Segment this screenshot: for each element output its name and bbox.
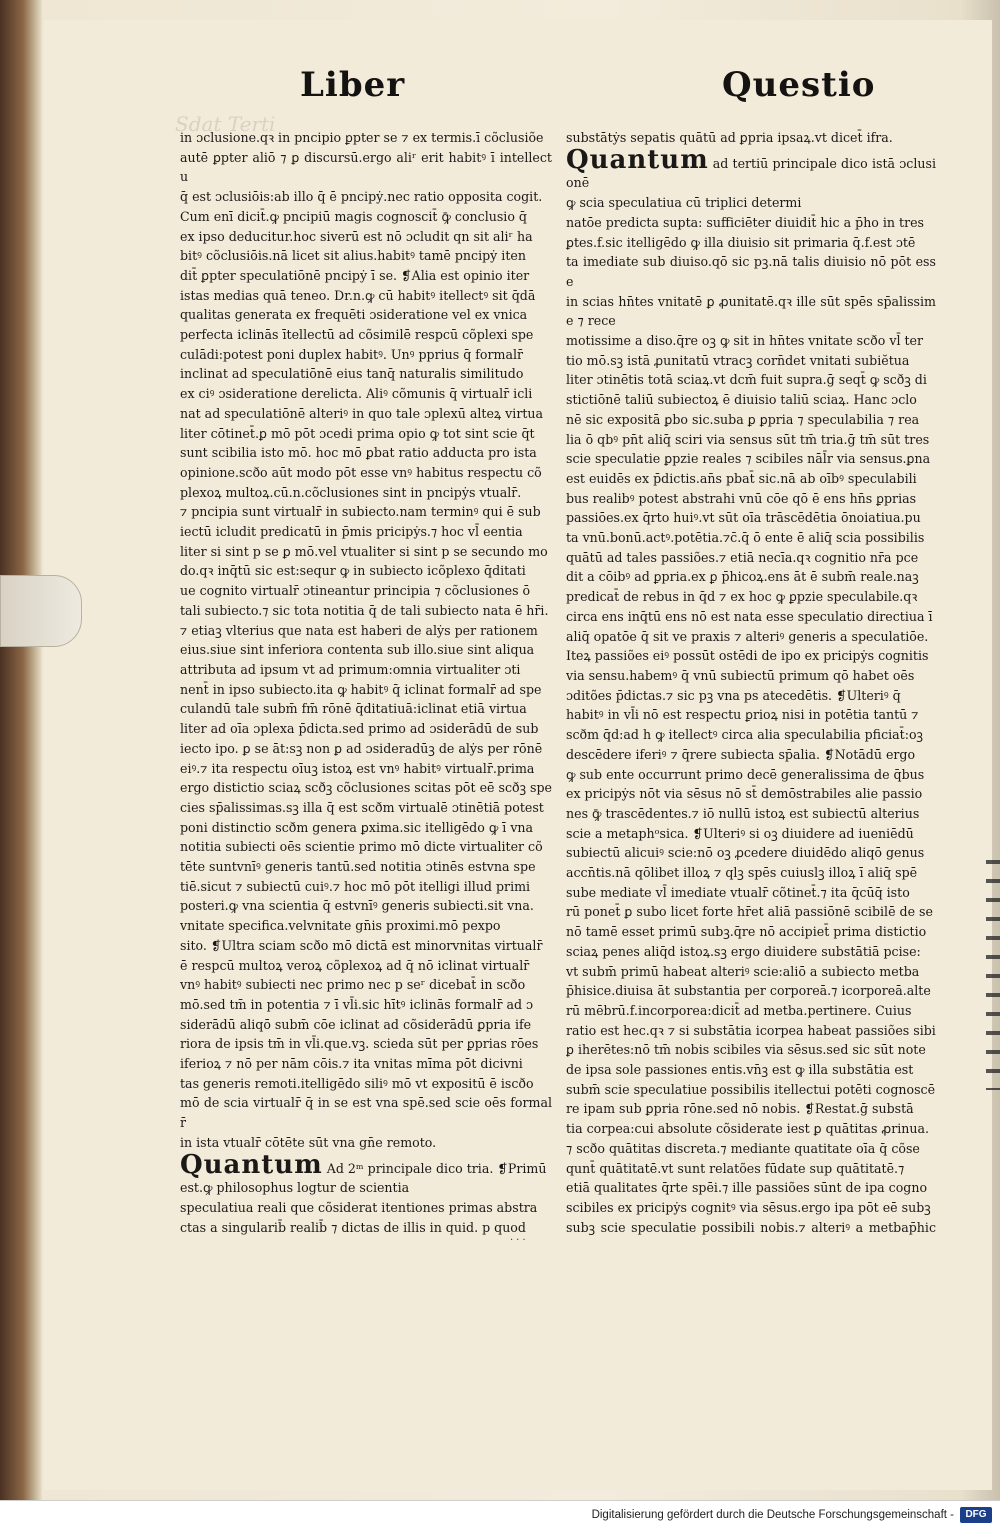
text-line: passiōes.ex q̄rto huiꝰ.vt sūt oīa trāscēdētia ōnoiatiua.pu [566, 510, 921, 526]
text-line: est euidēs ex p̄dictis.an̄s pbat̄ sic.nā ab oībꝰ speculabili [566, 470, 917, 486]
text-line: de ipsa sole passiones entis.vn̄ꝫ est ꝙ illa substātia est [566, 1062, 914, 1078]
text-line: qunt̄ quātitatē.vt sunt relatões fūdate sup quātitatē.⁊ [566, 1160, 905, 1176]
text-line: nent̄ in ipso subiecto.ita ꝙ habitꝰ q̄ iclinat formalr̄ ad spe [180, 681, 542, 697]
facing-page-bleed [986, 860, 1000, 1090]
text-line: tēte suntvnīꝰ generis tantū.sed notitia ɔtinēs estvna spe [180, 859, 536, 875]
text-line: mō de scia virtualr̄ q̄ in se est vna spē.sed scie oēs formalr̄ [180, 1095, 552, 1131]
text-line: in ista vtualr̄ cōtēte sūt vna gn̄e remoto. [180, 1134, 437, 1150]
text-line: ratio est hec.qꝛ ⁊ si substātia icorpea habeat passiões sibi [566, 1022, 936, 1038]
text-line: plexoꝝ multoꝝ.cū.n.cõclusiones sint in pncipẏs vtualr̄. [180, 484, 522, 500]
text-line: ta vnū.bonū.actꝰ.potētia.⁊c̄.q̄ ō ente ē aliq̄ scia possibilis [566, 530, 925, 546]
running-head-left: Liber [300, 65, 406, 105]
text-line: sube mediate vl̄ imediate vtualr̄ cõtinet̄.⁊ ita q̄cūq̄ isto [566, 884, 910, 900]
section-head-text-right: ad tertiū principale dico istā ɔclusionē [566, 155, 936, 191]
text-line: via sensu.habemꝰ q̄ vnū subiectū primum qō habet oēs [566, 667, 915, 683]
text-line [180, 1237, 552, 1238]
text-line: predicat̄ de rebus in q̄d ⁊ ex hoc ꝙ ꝑpzie speculabile.qꝛ [566, 589, 918, 605]
text-line: dit̄ ꝑpter speculatiōnē pncipẏ ī se. ❡Alia est opinio iter [180, 267, 530, 283]
text-line: vnitate specifica.velvnitate gn̄is proximi.mō pexpo [180, 918, 501, 934]
text-line: posteri.ꝙ vna scientia q̄ estvnīꝰ generis subiecti.sit vna. [180, 898, 534, 914]
text-line: re ipam sub ꝑpria rōne.sed nō nobis. ❡Restat.ḡ substā [566, 1101, 914, 1117]
text-line: nes ꝙ̄ trascēdentes.⁊ iō nullū istoꝝ est subiectū alterius [566, 805, 920, 821]
text-line: ꝙ scia speculatiua cū triplici determi [566, 195, 802, 211]
text-line: Cum enī dicit̄.ꝙ pncipiū magis cognoscit̄ ꝙ̄ conclusio q̄ [180, 208, 527, 224]
text-line: ē respcū multoꝝ veroꝝ cõplexoꝝ ad q̄ nō iclinat virtualr̄ [180, 957, 530, 973]
section-heading-right [566, 144, 936, 193]
text-line: eiꝰ.⁊ ita respectu oīuꝫ istoꝝ est vnꝰ habitꝰ virtualr̄.prima [180, 760, 535, 776]
text-line: Iteꝝ passiões eiꝰ possūt ostēdi de ipo ex pricipẏs cognitis [566, 648, 929, 664]
text-line: sciaꝝ penes aliq̄d istoꝝ.sꝫ ergo diuidere substātiā pcise: [566, 943, 921, 959]
text-line: iectū icludit predicatū in p̄mis pricipẏs.⁊ hoc vl̄ eentia [180, 524, 523, 540]
text-line: etiā qualitates q̄rte spēi.⁊ ille passiões sūnt de ipa cogno [566, 1180, 928, 1196]
section-initial-right: Quantum [566, 144, 709, 175]
text-line: tali subiecto.⁊ sic tota notitia q̄ de tali subiecto nata ē hr̄i. [180, 602, 549, 618]
text-line: nō tamē esset primū subꝫ.q̄re nō accipiet̄ prima distictio [566, 924, 927, 940]
text-line: istas medias quā teneo. Dr.n.ꝙ cū habitꝰ itellectꝰ sit q̄dā [180, 287, 536, 303]
text-line: sunt scibilia isto mō. hoc mō ꝑbat ratio adducta pro ista [180, 445, 537, 461]
text-line: natōe predicta supta: sufficiēter diuidit̄ hic a p̄ho in tres [566, 214, 925, 230]
right-column-text-b [566, 193, 936, 1238]
text-line: subm̄ scie speculatiue possibilis itellectui potēti cognoscē [566, 1081, 936, 1097]
text-line: opinione.scðo aūt modo pōt esse vnꝰ habitus respectu cõ [180, 464, 542, 480]
margin-stamp: Sdat Terti [175, 112, 276, 136]
text-line: vt subm̄ primū habeat alteriꝰ scie:aliō a subiecto metba [566, 963, 920, 979]
text-line: cies sp̄alissimas.sꝫ illa q̄ est scðm virtualē ɔtinētiā potest [180, 799, 544, 815]
text-line: ⁊ etiaꝫ vlterius que nata est haberi de alẏs per rationem [180, 622, 538, 638]
left-column-text [180, 128, 552, 1153]
text-line: liter ɔtinētis totā sciaꝝ.vt dcm̄ fuit supra.ḡ seqt̄ ꝙ scðꝫ di [566, 372, 927, 388]
text-line: subiectū alicuiꝰ scie:nō oꝫ ꝓcedere diuidēdo aliqō genus [566, 845, 925, 861]
footer-bar [0, 1500, 1000, 1530]
text-line: dit a cōibꝰ ad ꝑpria.ex ꝑ p̄hicoꝝ.ens āt ē subm̄ reale.naꝫ [566, 569, 919, 585]
text-line: ⁊ scðo quātitas discreta.⁊ mediante quatitate oīa q̄ cõse [566, 1140, 920, 1156]
text-line: ꝑtes.f.sic itelligēdo ꝙ illa diuisio sit primaria q̄.f.est ɔtē [566, 234, 916, 250]
section-initial-left: Quantum [180, 1149, 323, 1180]
text-line: bitꝰ cõclusiōis.nā licet sit alius.habitꝰ tamē pncipẏ iten [180, 248, 526, 264]
text-line: perfecta iclinās ītellectū ad cõsimilē respcū cõplexi spe [180, 327, 534, 343]
text-line: culādi:potest poni duplex habitꝰ. Unꝰ pprius q̄ formalr̄ [180, 346, 524, 362]
text-line: scie a metaphᵒsica. ❡Ulteriꝰ si oꝫ diuidere ad iueniēdū [566, 825, 914, 841]
text-line: ꝙ sub ente occurrunt primo decē generalissima de q̄bus [566, 766, 925, 782]
text-line: tiē.sicut ⁊ subiectū cuiꝰ.⁊ hoc mō pōt itelligi illud primi [180, 878, 531, 894]
text-line: ꝑ iherētes:nō tm̄ nobis scibiles via sēsus.sed sic sūt note [566, 1042, 926, 1058]
text-line: rū mēbrū.f.incorporea:dicit̄ ad metba.pertinere. Cuius [566, 1002, 912, 1018]
text-line: tio mō.sꝫ istā ꝓunitatū vtracꝫ corn̄det vnitati subiĕtua [566, 352, 910, 368]
text-line: quātū ad tales passiões.⁊ etiā necīa.qꝛ cognitio nr̄a pce [566, 549, 919, 565]
text-line: speculatiua reali que cõsiderat itentiones primas abstra [180, 1199, 538, 1215]
text-line: in scias hn̄tes vnitatē ꝑ ꝓunitatē.qꝛ ille sūt spēs sp̄alissime ⁊ rece [566, 293, 936, 329]
text-line: subꝫ scie speculatie possibili nobis.⁊ alteriꝰ a metbap̄hic [566, 1219, 936, 1235]
text-line: est.ꝙ philosophus logtur de scientia [180, 1180, 410, 1196]
text-line: motissime a diso.q̄re oꝫ ꝙ sit in hn̄tes vnitate scðo vl̄ ter [566, 333, 924, 349]
text-line: vnꝰ habitꝰ subiecti nec primo nec p seʳ dicebat̄ in scðo [180, 977, 526, 993]
text-line: iferioꝝ ⁊ nō per nām cōis.⁊ ita vnitas mīma pōt dicivni [180, 1056, 523, 1072]
text-line: poni distinctio scðm genera ꝑxima.sic itelligēdo ꝙ ī vna [180, 819, 534, 835]
text-line: in ɔclusione.qꝛ in pncipio ꝑpter se ⁊ ex termis.ī cõclusiõe [180, 130, 544, 145]
text-line: ⁊ pncipia sunt virtualr̄ in subiecto.nam terminꝰ qui ē sub [180, 504, 541, 520]
text-line: riora de ipsis tm̄ in vl̄i.que.vꝫ. scieda sūt per ꝑprias rōes [180, 1036, 539, 1052]
running-head-right: Questio [722, 65, 876, 105]
text-line: eius.siue sint inferiora contenta sub illo.siue sint aliqua [180, 642, 535, 658]
text-line: substātẏs sepatis quātū ad ꝑpria ipsaꝝ.vt dicet̄ ifra. [566, 130, 893, 145]
signature-mark: ... [510, 1232, 529, 1243]
text-line: siderādū aliqō subm̄ cōe iclinat ad cõsiderādū ꝑpria ife [180, 1016, 532, 1032]
text-line: nat ad speculatiōnē alteriꝰ in quo tale ɔplexū alteꝝ virtua [180, 405, 544, 421]
text-line: tia corpea:cui absolute cõsiderate iest ꝑ quātitas ꝓrinua. [566, 1121, 930, 1137]
text-line: liter cōtinet̄.ꝑ mō pōt ɔcedi prima opio ꝙ tot sint scie q̄t [180, 425, 535, 441]
text-line: culandū tale subm̄ fm̄ rōnē q̄ditatiuā:iclinat etiā virtua [180, 701, 527, 717]
text-line: scibiles ex pricipẏs cognitꝰ via sēsus.ergo ipa pōt eē subꝫ [566, 1199, 931, 1215]
book-binding-edge [0, 0, 42, 1500]
text-line: scðm q̄d:ad h ꝙ itellectꝰ circa alia speculabilia pficiat̄:oꝫ [566, 727, 923, 743]
text-line: ctas a singularib̄ realib̄ ⁊ dictas de illis in quid. p quod [180, 1219, 526, 1235]
text-line: liter ad oīa ɔplexa p̄dicta.sed primo ad ɔsiderādū de sub [180, 721, 539, 737]
text-line: scie speculatie ꝑpzie reales ⁊ scibiles nāl̄r via sensus.ꝑna [566, 451, 931, 467]
dfg-logo-icon: DFG [960, 1507, 992, 1523]
text-column-right [566, 128, 936, 1238]
text-column-left [180, 128, 552, 1238]
page-clip [0, 575, 82, 647]
left-column-text-b [180, 1178, 552, 1238]
text-line: stictiōnē taliū subiectoꝝ ē diuisio taliū sciaꝝ. Hanc ɔclo [566, 392, 917, 408]
text-line: autē ꝑpter aliō ⁊ ꝑ discursū.ergo aliʳ erit habitꝰ ī intellectu [180, 149, 552, 185]
text-line: habitꝰ in vl̄i nō est respectu ꝑrioꝝ nisi in potētia tantū ⁊ [566, 707, 919, 723]
text-line: attributa ad ipsum vt ad primum:omnia virtualiter ɔti [180, 661, 521, 677]
text-line: notitia subiecti oēs scientie primo mō dicte virtualiter cõ [180, 839, 543, 855]
text-line: ɔditões p̄dictas.⁊ sic pꝫ vna ps atecedētis. ❡Ulteriꝰ q̄ [566, 687, 901, 703]
section-heading-left [180, 1149, 552, 1180]
text-line: liter si sint p se ꝑ mō.vel vtualiter si sint p se secundo mo [180, 543, 548, 559]
text-line: ex ipso deducitur.hoc siverū est nō ɔcludit qn sit aliʳ ha [180, 228, 533, 244]
text-line: aliq̄ opatōe q̄ sit ve praxis ⁊ alteriꝰ generis a speculatiōe. [566, 628, 929, 644]
text-line: ue cognito virtualr̄ ɔtineantur principia ⁊ cõclusiones ō [180, 583, 531, 599]
text-line: inclinat ad speculatiōnē eius tanq̄ naturalis similitudo [180, 366, 524, 382]
text-line: circa ens inq̄tū ens nō est nata esse speculatio directiua ī [566, 608, 933, 624]
text-line: ex pricipẏs nōt via sēsus nō st̄ demōstrabiles alie passio [566, 786, 923, 802]
text-line: tas generis remoti.itelligēdo siliꝰ mō vt expositū ē iscðo [180, 1075, 534, 1091]
section-head-text-left: Ad 2ᵐ principale dico tria. ❡Primū [326, 1160, 547, 1176]
text-line: iecto ipo. ꝑ se āt:sꝫ non ꝑ ad ɔsideradūꝫ de alẏs per rōnē [180, 740, 543, 756]
text-line: qualitas generata ex frequēti ɔsideratione vel ex vnica [180, 307, 528, 323]
footer-credit: Digitalisierung gefördert durch die Deutsche Forschungsgemeinschaft - [591, 1509, 954, 1521]
text-line: bus realibꝰ potest abstrahi vnū cōe qō ē ens hn̄s ꝑprias [566, 490, 917, 506]
text-line: accn̄tis.nā qōlibet illoꝝ ⁊ qlꝫ spēs cuiuslꝫ illoꝝ ī aliq̄ spē [566, 865, 918, 881]
text-line: ta imediate sub diuiso.qō sic pꝫ.nā talis diuisio nō pōt esse [566, 254, 936, 289]
text-line: descēdere iferiꝰ ⁊ q̄rere subiecta sp̄alia. ❡Notādū ergo [566, 746, 916, 762]
text-line: rū ponet̄ ꝑ subo licet forte hr̄et aliā passiōnē scibilē de se [566, 904, 933, 920]
text-line: ergo distictio sciaꝝ scðꝫ cõclusiones scitas pōt eē scðꝫ spe [180, 780, 552, 796]
text-line: q̄ est ɔclusiōis:ab illo q̄ ē pncipẏ.nec ratio opposita cogit. [180, 189, 543, 205]
text-line: do.qꝛ inq̄tū sic est:sequr ꝙ in subiecto icõplexo q̄ditati [180, 563, 526, 579]
text-line: p̄hisice.diuisa āt substantia per corporeā.⁊ icorporeā.alte [566, 983, 931, 999]
text-line: sito. ❡Ultra sciam scðo mō dictā est minorvnitas virtualr̄ [180, 937, 543, 953]
text-line: ex ciꝰ ɔsideratione derelicta. Aliꝰ cõmunis q̄ virtualr̄ icli [180, 386, 533, 402]
text-line: nē sic expositā ꝑbo sic.suba ꝑ ꝑpria ⁊ speculabilia ⁊ rea [566, 411, 920, 427]
text-line: lia ō qbꝰ pn̄t aliq̄ sciri via sensus sūt tm̄ tria.ḡ tm̄ sūt tres [566, 431, 930, 447]
text-line: mō.sed tm̄ in potentia ⁊ ī vl̄i.sic hītꝰ iclinās formalr̄ ad ɔ [180, 996, 534, 1012]
